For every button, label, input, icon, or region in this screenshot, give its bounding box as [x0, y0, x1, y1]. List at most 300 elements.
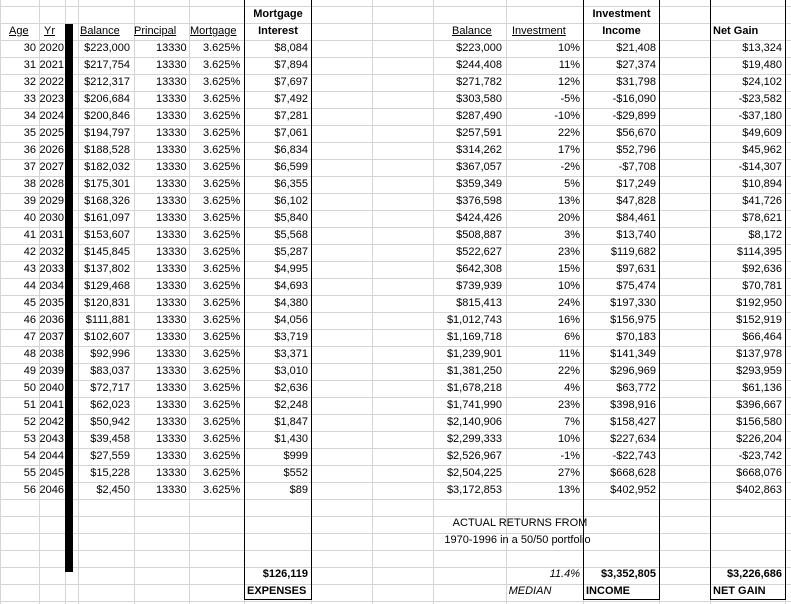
cell-balance[interactable]: $194,797 — [84, 127, 130, 139]
cell-interest[interactable]: $1,847 — [274, 416, 308, 428]
cell-mortgage-rate[interactable]: 3.625% — [203, 212, 241, 224]
cell-investment-balance[interactable]: $815,413 — [456, 297, 502, 309]
cell-age[interactable]: 31 — [23, 59, 36, 71]
cell-mortgage-rate[interactable]: 3.625% — [203, 42, 241, 54]
cell-interest[interactable]: $4,056 — [274, 314, 308, 326]
cell-balance[interactable]: $223,000 — [84, 42, 130, 54]
cell-year[interactable]: 2036 — [39, 314, 64, 326]
cell-investment-income[interactable]: $197,330 — [610, 297, 656, 309]
cell-mortgage-rate[interactable]: 3.625% — [203, 348, 241, 360]
returns-note-line1[interactable]: ACTUAL RETURNS FROM — [452, 517, 588, 529]
cell-mortgage-rate[interactable]: 3.625% — [203, 110, 241, 122]
cell-year[interactable]: 2023 — [39, 93, 64, 105]
cell-investment-return[interactable]: 20% — [557, 212, 580, 224]
gridline-horizontal — [0, 601, 791, 602]
cell-interest[interactable]: $7,061 — [274, 127, 308, 139]
cell-interest[interactable]: $5,287 — [274, 246, 308, 258]
cell-net-gain[interactable]: $49,609 — [742, 127, 782, 139]
cell-net-gain[interactable]: $668,076 — [736, 467, 782, 479]
cell-net-gain[interactable]: $61,136 — [742, 382, 782, 394]
cell-investment-income[interactable]: $13,740 — [616, 229, 656, 241]
cell-investment-return[interactable]: 23% — [557, 246, 580, 258]
cell-investment-balance[interactable]: $314,262 — [456, 144, 502, 156]
cell-age[interactable]: 42 — [23, 246, 36, 258]
cell-investment-balance[interactable]: $376,598 — [456, 195, 502, 207]
cell-net-gain[interactable]: $293,959 — [736, 365, 782, 377]
cell-age[interactable]: 39 — [23, 195, 36, 207]
header-mortgage-interest-line2[interactable]: Interest — [258, 25, 298, 37]
cell-investment-return[interactable]: 13% — [557, 195, 580, 207]
cell-interest[interactable]: $89 — [289, 484, 308, 496]
cell-interest[interactable]: $6,834 — [274, 144, 308, 156]
cell-balance[interactable]: $39,458 — [90, 433, 130, 445]
cell-balance[interactable]: $111,881 — [85, 314, 130, 326]
cell-investment-balance[interactable]: $223,000 — [456, 42, 502, 54]
cell-investment-return[interactable]: 11% — [558, 348, 580, 360]
cell-principal[interactable]: 13330 — [156, 110, 187, 122]
cell-net-gain[interactable]: $10,894 — [742, 178, 782, 190]
cell-mortgage-rate[interactable]: 3.625% — [203, 484, 241, 496]
cell-age[interactable]: 36 — [23, 144, 36, 156]
cell-year[interactable]: 2041 — [39, 399, 64, 411]
cell-age[interactable]: 33 — [23, 93, 36, 105]
cell-investment-income[interactable]: $97,631 — [616, 263, 656, 275]
cell-interest[interactable]: $552 — [283, 467, 308, 479]
cell-year[interactable]: 2040 — [39, 382, 64, 394]
cell-principal[interactable]: 13330 — [156, 229, 187, 241]
cell-investment-return[interactable]: 17% — [557, 144, 580, 156]
cell-mortgage-rate[interactable]: 3.625% — [203, 450, 241, 462]
cell-net-gain[interactable]: $226,204 — [736, 433, 782, 445]
cell-age[interactable]: 51 — [23, 399, 36, 411]
cell-principal[interactable]: 13330 — [156, 331, 187, 343]
cell-investment-return[interactable]: 5% — [564, 178, 580, 190]
cell-investment-return[interactable]: 12% — [557, 76, 580, 88]
cell-investment-balance[interactable]: $2,140,906 — [446, 416, 502, 428]
income-box-right-border — [659, 0, 660, 600]
header-investment[interactable]: Investment — [512, 25, 566, 37]
cell-investment-balance[interactable]: $3,172,853 — [446, 484, 502, 496]
cell-interest[interactable]: $7,697 — [274, 76, 308, 88]
cell-investment-income[interactable]: -$22,743 — [612, 450, 656, 462]
cell-investment-balance[interactable]: $424,426 — [456, 212, 502, 224]
cell-interest[interactable]: $4,380 — [274, 297, 308, 309]
cell-principal[interactable]: 13330 — [156, 314, 187, 326]
cell-investment-balance[interactable]: $508,887 — [456, 229, 502, 241]
cell-year[interactable]: 2043 — [39, 433, 64, 445]
header-mortgage-interest-line1[interactable]: Mortgage — [253, 8, 303, 20]
cell-investment-return[interactable]: 22% — [557, 127, 580, 139]
cell-investment-balance[interactable]: $642,308 — [456, 263, 502, 275]
cell-age[interactable]: 49 — [23, 365, 36, 377]
cell-age[interactable]: 43 — [23, 263, 36, 275]
cell-investment-income[interactable]: $27,374 — [616, 59, 656, 71]
cell-net-gain[interactable]: $114,395 — [736, 246, 782, 258]
cell-balance[interactable]: $182,032 — [84, 161, 130, 173]
cell-net-gain[interactable]: $8,172 — [748, 229, 782, 241]
cell-investment-balance[interactable]: $359,349 — [456, 178, 502, 190]
cell-investment-return[interactable]: 24% — [557, 297, 580, 309]
cell-balance[interactable]: $168,326 — [84, 195, 130, 207]
cell-investment-balance[interactable]: $522,627 — [456, 246, 502, 258]
header-investment-income-line2[interactable]: Income — [602, 25, 641, 37]
median-label[interactable]: MEDIAN — [508, 585, 552, 597]
cell-principal[interactable]: 13330 — [156, 263, 187, 275]
cell-investment-income[interactable]: $156,975 — [610, 314, 656, 326]
cell-net-gain[interactable]: $152,919 — [736, 314, 782, 326]
median-return[interactable]: 11.4% — [549, 568, 580, 580]
interest-total[interactable]: $126,119 — [262, 568, 308, 580]
cell-mortgage-rate[interactable]: 3.625% — [203, 331, 241, 343]
cell-interest[interactable]: $4,995 — [274, 263, 308, 275]
cell-investment-balance[interactable]: $287,490 — [456, 110, 502, 122]
cell-principal[interactable]: 13330 — [156, 93, 187, 105]
cell-principal[interactable]: 13330 — [156, 484, 187, 496]
header-balance[interactable]: Balance — [80, 25, 120, 37]
cell-balance[interactable]: $153,607 — [84, 229, 130, 241]
cell-year[interactable]: 2039 — [39, 365, 64, 377]
cell-investment-balance[interactable]: $244,408 — [456, 59, 502, 71]
cell-year[interactable]: 2044 — [39, 450, 64, 462]
black-divider-bar — [65, 24, 73, 572]
cell-mortgage-rate[interactable]: 3.625% — [203, 76, 241, 88]
cell-principal[interactable]: 13330 — [156, 280, 187, 292]
cell-principal[interactable]: 13330 — [156, 433, 187, 445]
cell-investment-return[interactable]: -1% — [560, 450, 580, 462]
cell-investment-income[interactable]: $52,796 — [616, 144, 656, 156]
cell-investment-balance[interactable]: $1,741,990 — [446, 399, 502, 411]
cell-mortgage-rate[interactable]: 3.625% — [203, 229, 241, 241]
cell-principal[interactable]: 13330 — [156, 127, 187, 139]
cell-balance[interactable]: $129,468 — [84, 280, 130, 292]
cell-investment-income[interactable]: $31,798 — [616, 76, 656, 88]
cell-investment-return[interactable]: 10% — [557, 280, 580, 292]
cell-principal[interactable]: 13330 — [156, 144, 187, 156]
cell-principal[interactable]: 13330 — [156, 467, 187, 479]
cell-interest[interactable]: $2,636 — [274, 382, 308, 394]
cell-mortgage-rate[interactable]: 3.625% — [203, 365, 241, 377]
cell-investment-income[interactable]: $47,828 — [616, 195, 656, 207]
cell-mortgage-rate[interactable]: 3.625% — [203, 161, 241, 173]
cell-investment-income[interactable]: -$29,899 — [612, 110, 656, 122]
cell-mortgage-rate[interactable]: 3.625% — [203, 263, 241, 275]
cell-investment-balance[interactable]: $1,169,718 — [446, 331, 502, 343]
cell-investment-return[interactable]: 3% — [564, 229, 580, 241]
cell-principal[interactable]: 13330 — [156, 365, 187, 377]
header-investment-balance[interactable]: Balance — [452, 25, 492, 37]
cell-year[interactable]: 2029 — [39, 195, 64, 207]
cell-year[interactable]: 2021 — [39, 59, 64, 71]
cell-investment-return[interactable]: 10% — [557, 42, 580, 54]
cell-age[interactable]: 44 — [23, 280, 36, 292]
cell-year[interactable]: 2022 — [39, 76, 64, 88]
cell-investment-balance[interactable]: $2,526,967 — [446, 450, 502, 462]
cell-year[interactable]: 2027 — [39, 161, 64, 173]
cell-investment-return[interactable]: 23% — [557, 399, 580, 411]
income-total-label[interactable]: INCOME — [586, 585, 630, 597]
header-principal[interactable]: Principal — [134, 25, 177, 37]
cell-interest[interactable]: $3,719 — [274, 331, 308, 343]
cell-investment-income[interactable]: $227,634 — [610, 433, 656, 445]
cell-net-gain[interactable]: $45,962 — [742, 144, 782, 156]
net-gain-total[interactable]: $3,226,686 — [726, 568, 782, 580]
cell-balance[interactable]: $50,942 — [90, 416, 130, 428]
cell-balance[interactable]: $92,996 — [90, 348, 130, 360]
cell-mortgage-rate[interactable]: 3.625% — [203, 416, 241, 428]
cell-investment-income[interactable]: $63,772 — [616, 382, 656, 394]
cell-investment-balance[interactable]: $2,299,333 — [446, 433, 502, 445]
returns-note-line2[interactable]: 1970-1996 in a 50/50 portfolio — [444, 534, 591, 546]
cell-investment-income[interactable]: $84,461 — [616, 212, 656, 224]
cell-age[interactable]: 40 — [23, 212, 36, 224]
cell-investment-income[interactable]: $296,969 — [610, 365, 656, 377]
cell-year[interactable]: 2042 — [39, 416, 64, 428]
cell-balance[interactable]: $212,317 — [84, 76, 130, 88]
cell-balance[interactable]: $175,301 — [84, 178, 130, 190]
cell-balance[interactable]: $188,528 — [84, 144, 130, 156]
cell-investment-return[interactable]: 7% — [564, 416, 580, 428]
cell-balance[interactable]: $2,450 — [96, 484, 130, 496]
cell-year[interactable]: 2028 — [39, 178, 64, 190]
cell-interest[interactable]: $2,248 — [274, 399, 308, 411]
gridline-horizontal — [0, 584, 791, 585]
cell-balance[interactable]: $145,845 — [84, 246, 130, 258]
cell-year[interactable]: 2026 — [39, 144, 64, 156]
cell-investment-balance[interactable]: $303,580 — [456, 93, 502, 105]
interest-box-right-border — [311, 0, 312, 600]
cell-interest[interactable]: $7,492 — [274, 93, 308, 105]
cell-net-gain[interactable]: $137,978 — [736, 348, 782, 360]
gridline-horizontal — [0, 499, 791, 500]
cell-interest[interactable]: $5,568 — [274, 229, 308, 241]
cell-mortgage-rate[interactable]: 3.625% — [203, 297, 241, 309]
cell-balance[interactable]: $27,559 — [90, 450, 130, 462]
cell-investment-return[interactable]: 27% — [557, 467, 580, 479]
cell-year[interactable]: 2035 — [39, 297, 64, 309]
cell-investment-return[interactable]: 10% — [557, 433, 580, 445]
cell-net-gain[interactable]: -$23,582 — [738, 93, 782, 105]
cell-interest[interactable]: $6,599 — [274, 161, 308, 173]
cell-mortgage-rate[interactable]: 3.625% — [203, 127, 241, 139]
cell-principal[interactable]: 13330 — [156, 348, 187, 360]
cell-balance[interactable]: $102,607 — [84, 331, 130, 343]
cell-mortgage-rate[interactable]: 3.625% — [203, 59, 241, 71]
cell-interest[interactable]: $3,371 — [274, 348, 308, 360]
cell-interest[interactable]: $3,010 — [274, 365, 308, 377]
cell-year[interactable]: 2046 — [39, 484, 64, 496]
cell-principal[interactable]: 13330 — [156, 59, 187, 71]
cell-interest[interactable]: $8,084 — [274, 42, 308, 54]
cell-investment-balance[interactable]: $739,939 — [456, 280, 502, 292]
cell-mortgage-rate[interactable]: 3.625% — [203, 399, 241, 411]
cell-balance[interactable]: $15,228 — [90, 467, 130, 479]
cell-balance[interactable]: $83,037 — [90, 365, 130, 377]
cell-net-gain[interactable]: $70,781 — [742, 280, 782, 292]
cell-principal[interactable]: 13330 — [156, 212, 187, 224]
cell-investment-income[interactable]: $158,427 — [610, 416, 656, 428]
cell-age[interactable]: 54 — [23, 450, 36, 462]
cell-principal[interactable]: 13330 — [156, 195, 187, 207]
cell-net-gain[interactable]: -$37,180 — [738, 110, 782, 122]
cell-investment-income[interactable]: -$7,708 — [618, 161, 656, 173]
cell-year[interactable]: 2031 — [39, 229, 64, 241]
cell-net-gain[interactable]: $402,863 — [736, 484, 782, 496]
cell-balance[interactable]: $200,846 — [84, 110, 130, 122]
cell-net-gain[interactable]: -$14,307 — [738, 161, 782, 173]
cell-net-gain[interactable]: $156,580 — [736, 416, 782, 428]
cell-investment-income[interactable]: $56,670 — [616, 127, 656, 139]
cell-investment-balance[interactable]: $1,678,218 — [446, 382, 502, 394]
cell-investment-return[interactable]: 4% — [564, 382, 580, 394]
cell-principal[interactable]: 13330 — [156, 416, 187, 428]
cell-age[interactable]: 35 — [23, 127, 36, 139]
cell-investment-income[interactable]: $141,349 — [610, 348, 656, 360]
cell-investment-income[interactable]: $17,249 — [616, 178, 656, 190]
cell-balance[interactable]: $62,023 — [90, 399, 130, 411]
net-gain-total-label[interactable]: NET GAIN — [713, 585, 766, 597]
cell-age[interactable]: 30 — [23, 42, 36, 54]
cell-principal[interactable]: 13330 — [156, 246, 187, 258]
cell-mortgage-rate[interactable]: 3.625% — [203, 144, 241, 156]
cell-investment-income[interactable]: $70,183 — [616, 331, 656, 343]
cell-net-gain[interactable]: $78,621 — [742, 212, 782, 224]
cell-interest[interactable]: $6,102 — [274, 195, 308, 207]
cell-mortgage-rate[interactable]: 3.625% — [203, 382, 241, 394]
cell-investment-income[interactable]: $668,628 — [610, 467, 656, 479]
cell-age[interactable]: 37 — [23, 161, 36, 173]
cell-mortgage-rate[interactable]: 3.625% — [203, 246, 241, 258]
cell-investment-balance[interactable]: $1,239,901 — [446, 348, 502, 360]
cell-investment-income[interactable]: -$16,090 — [612, 93, 656, 105]
cell-net-gain[interactable]: $24,102 — [742, 76, 782, 88]
cell-net-gain[interactable]: $396,667 — [736, 399, 782, 411]
cell-age[interactable]: 52 — [23, 416, 36, 428]
cell-age[interactable]: 45 — [23, 297, 36, 309]
header-yr[interactable]: Yr — [44, 25, 55, 37]
cell-investment-return[interactable]: 15% — [557, 263, 580, 275]
cell-principal[interactable]: 13330 — [156, 399, 187, 411]
cell-investment-balance[interactable]: $1,381,250 — [446, 365, 502, 377]
cell-age[interactable]: 46 — [23, 314, 36, 326]
cell-age[interactable]: 56 — [23, 484, 36, 496]
cell-investment-balance[interactable]: $1,012,743 — [446, 314, 502, 326]
cell-balance[interactable]: $120,831 — [84, 297, 130, 309]
cell-interest[interactable]: $4,693 — [274, 280, 308, 292]
cell-principal[interactable]: 13330 — [156, 382, 187, 394]
cell-age[interactable]: 38 — [23, 178, 36, 190]
cell-mortgage-rate[interactable]: 3.625% — [203, 178, 241, 190]
cell-net-gain[interactable]: $66,464 — [742, 331, 782, 343]
cell-investment-balance[interactable]: $257,591 — [456, 127, 502, 139]
cell-interest[interactable]: $6,355 — [274, 178, 308, 190]
header-age[interactable]: Age — [9, 25, 29, 37]
cell-investment-income[interactable]: $75,474 — [616, 280, 656, 292]
income-total[interactable]: $3,352,805 — [600, 568, 656, 580]
cell-interest[interactable]: $1,430 — [274, 433, 308, 445]
cell-age[interactable]: 55 — [23, 467, 36, 479]
cell-age[interactable]: 32 — [23, 76, 36, 88]
cell-principal[interactable]: 13330 — [156, 178, 187, 190]
cell-principal[interactable]: 13330 — [156, 450, 187, 462]
cell-year[interactable]: 2037 — [39, 331, 64, 343]
cell-net-gain[interactable]: $92,636 — [742, 263, 782, 275]
cell-investment-return[interactable]: -10% — [554, 110, 580, 122]
cell-mortgage-rate[interactable]: 3.625% — [203, 195, 241, 207]
cell-investment-balance[interactable]: $271,782 — [456, 76, 502, 88]
cell-mortgage-rate[interactable]: 3.625% — [203, 93, 241, 105]
gridline-horizontal — [0, 6, 791, 7]
cell-year[interactable]: 2024 — [39, 110, 64, 122]
cell-year[interactable]: 2032 — [39, 246, 64, 258]
interest-total-label[interactable]: EXPENSES — [247, 585, 307, 597]
cell-mortgage-rate[interactable]: 3.625% — [203, 433, 241, 445]
cell-principal[interactable]: 13330 — [156, 297, 187, 309]
cell-mortgage-rate[interactable]: 3.625% — [203, 467, 241, 479]
cell-year[interactable]: 2033 — [39, 263, 64, 275]
cell-investment-income[interactable]: $402,952 — [610, 484, 656, 496]
header-net-gain[interactable]: Net Gain — [713, 25, 759, 37]
cell-year[interactable]: 2038 — [39, 348, 64, 360]
cell-investment-return[interactable]: 6% — [564, 331, 580, 343]
cell-investment-return[interactable]: 16% — [557, 314, 580, 326]
cell-year[interactable]: 2034 — [39, 280, 64, 292]
cell-investment-balance[interactable]: $367,057 — [456, 161, 502, 173]
header-investment-income-line1[interactable]: Investment — [592, 8, 651, 20]
cell-year[interactable]: 2030 — [39, 212, 64, 224]
cell-age[interactable]: 34 — [23, 110, 36, 122]
cell-investment-return[interactable]: -2% — [560, 161, 580, 173]
cell-age[interactable]: 53 — [23, 433, 36, 445]
cell-investment-return[interactable]: -5% — [560, 93, 580, 105]
cell-investment-return[interactable]: 11% — [558, 59, 580, 71]
cell-mortgage-rate[interactable]: 3.625% — [203, 314, 241, 326]
cell-interest[interactable]: $7,281 — [274, 110, 308, 122]
netgain-box-right-border — [785, 0, 786, 600]
cell-mortgage-rate[interactable]: 3.625% — [203, 280, 241, 292]
cell-net-gain[interactable]: $13,324 — [742, 42, 782, 54]
cell-year[interactable]: 2020 — [39, 42, 64, 54]
cell-investment-income[interactable]: $21,408 — [616, 42, 656, 54]
cell-net-gain[interactable]: $41,726 — [742, 195, 782, 207]
cell-age[interactable]: 41 — [23, 229, 36, 241]
cell-age[interactable]: 47 — [23, 331, 36, 343]
cell-investment-balance[interactable]: $2,504,225 — [446, 467, 502, 479]
cell-age[interactable]: 50 — [23, 382, 36, 394]
cell-net-gain[interactable]: $19,480 — [742, 59, 782, 71]
cell-net-gain[interactable]: -$23,742 — [738, 450, 782, 462]
cell-interest[interactable]: $5,840 — [274, 212, 308, 224]
cell-principal[interactable]: 13330 — [156, 161, 187, 173]
cell-interest[interactable]: $7,894 — [274, 59, 308, 71]
cell-net-gain[interactable]: $192,950 — [736, 297, 782, 309]
cell-interest[interactable]: $999 — [283, 450, 308, 462]
cell-principal[interactable]: 13330 — [156, 76, 187, 88]
cell-investment-return[interactable]: 13% — [557, 484, 580, 496]
cell-year[interactable]: 2045 — [39, 467, 64, 479]
cell-investment-income[interactable]: $119,682 — [610, 246, 656, 258]
cell-balance[interactable]: $137,802 — [84, 263, 130, 275]
cell-balance[interactable]: $217,754 — [84, 59, 130, 71]
cell-balance[interactable]: $161,097 — [84, 212, 130, 224]
cell-year[interactable]: 2025 — [39, 127, 64, 139]
cell-balance[interactable]: $206,684 — [84, 93, 130, 105]
cell-age[interactable]: 48 — [23, 348, 36, 360]
header-mortgage[interactable]: Mortgage — [190, 25, 237, 37]
cell-balance[interactable]: $72,717 — [90, 382, 130, 394]
cell-investment-income[interactable]: $398,916 — [610, 399, 656, 411]
cell-principal[interactable]: 13330 — [156, 42, 187, 54]
cell-investment-return[interactable]: 22% — [557, 365, 580, 377]
